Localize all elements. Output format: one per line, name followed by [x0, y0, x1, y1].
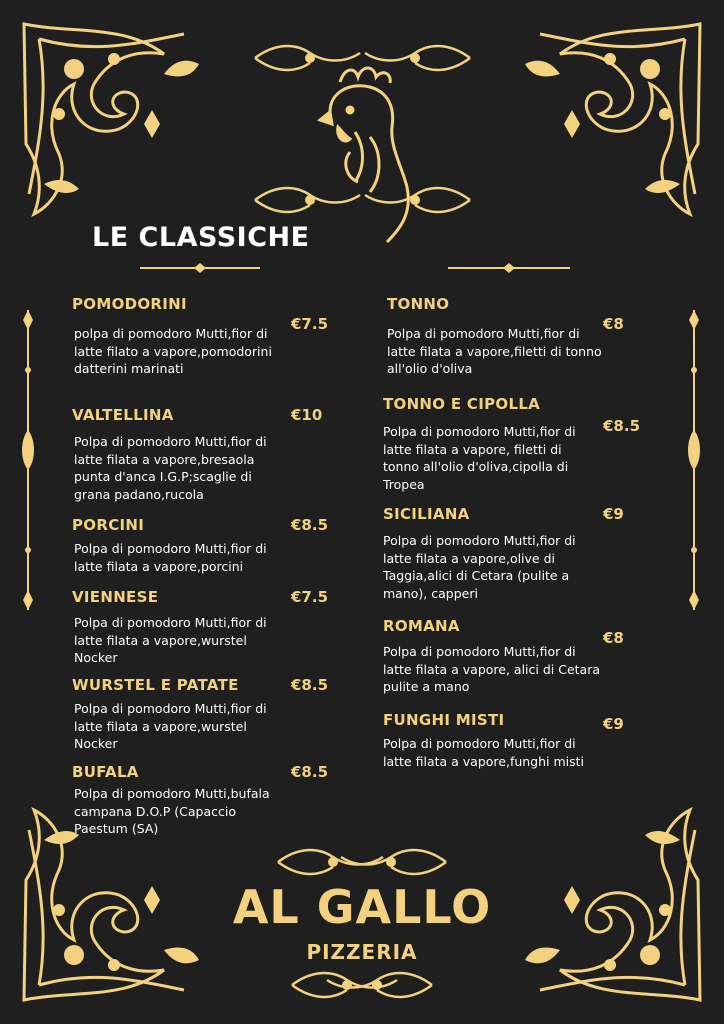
item-description: Polpa di pomodoro Mutti,fior di latte filata a vapore,funghi misti [383, 736, 585, 769]
scroll-ornament-icon [341, 850, 446, 874]
title-underline-left [140, 263, 260, 273]
item-name: ROMANA [383, 617, 460, 635]
item-name: TONNO [387, 295, 450, 313]
item-name: WURSTEL E PATATE [72, 676, 239, 694]
floral-corner-icon [24, 24, 199, 214]
floral-corner-icon [525, 24, 700, 214]
side-ornament-icon [22, 310, 34, 610]
item-price: €8.5 [291, 676, 329, 694]
item-name: VALTELLINA [72, 406, 174, 424]
item-price: €9 [603, 715, 624, 733]
item-price: €8.5 [291, 763, 329, 781]
item-name: TONNO E CIPOLLA [383, 395, 541, 413]
item-name: POMODORINI [72, 295, 187, 313]
item-price: €7.5 [291, 588, 329, 606]
item-name: FUNGHI MISTI [383, 711, 505, 729]
item-description: Polpa di pomodoro Mutti,fior di latte filata a vapore,filetti di tonno all'olio d'oliva [387, 326, 602, 376]
item-price: €8 [603, 315, 624, 333]
item-description: Polpa di pomodoro Mutti,bufala campana D.O.P (Capaccio Paestum (SA) [74, 786, 270, 836]
item-name: PORCINI [72, 516, 145, 534]
item-description: Polpa di pomodoro Mutti,fior di latte filata a vapore, filetti di tonno all'olio d'oliva,cipolla di Tropea [383, 424, 576, 492]
side-ornament-icon [688, 310, 700, 610]
item-description: Polpa di pomodoro Mutti,fior di latte filata a vapore,wurstel Nocker [74, 701, 267, 751]
scroll-ornament-icon [365, 188, 470, 212]
item-description: Polpa di pomodoro Mutti,fior di latte filata a vapore,olive di Taggia,alici di Cetara (pulite a mano), capperi [383, 533, 576, 601]
item-description: Polpa di pomodoro Mutti,fior di latte filata a vapore,bresaola punta d'anca I.G.P;scaglie di grana padano,rucola [74, 434, 267, 502]
item-price: €8.5 [291, 516, 329, 534]
scroll-ornament-icon [255, 46, 360, 70]
item-description: Polpa di pomodoro Mutti,fior di latte filata a vapore,wurstel Nocker [74, 615, 267, 665]
item-price: €8.5 [603, 417, 641, 435]
section-title: LE CLASSICHE [92, 222, 310, 253]
item-name: VIENNESE [72, 588, 159, 606]
item-price: €8 [603, 629, 624, 647]
item-price: €10 [291, 406, 323, 424]
scroll-ornament-icon [365, 46, 470, 70]
scroll-ornament-icon [255, 188, 360, 212]
item-name: SICILIANA [383, 505, 470, 523]
item-name: BUFALA [72, 763, 139, 781]
scroll-ornament-icon [278, 850, 383, 874]
title-underline-right [448, 263, 570, 273]
item-description: Polpa di pomodoro Mutti,fior di latte filata a vapore, alici di Cetara pulite a mano [383, 644, 600, 694]
item-price: €7.5 [291, 315, 329, 333]
item-description: Polpa di pomodoro Mutti,fior di latte filata a vapore,porcini [74, 541, 267, 574]
item-price: €9 [603, 505, 624, 523]
brand-name: AL GALLO [232, 880, 492, 934]
brand-subtitle: PIZZERIA [306, 940, 418, 964]
item-description: polpa di pomodoro Mutti,fior di latte filato a vapore,pomodorini datterini marinati [74, 326, 272, 376]
rooster-icon [320, 68, 408, 242]
